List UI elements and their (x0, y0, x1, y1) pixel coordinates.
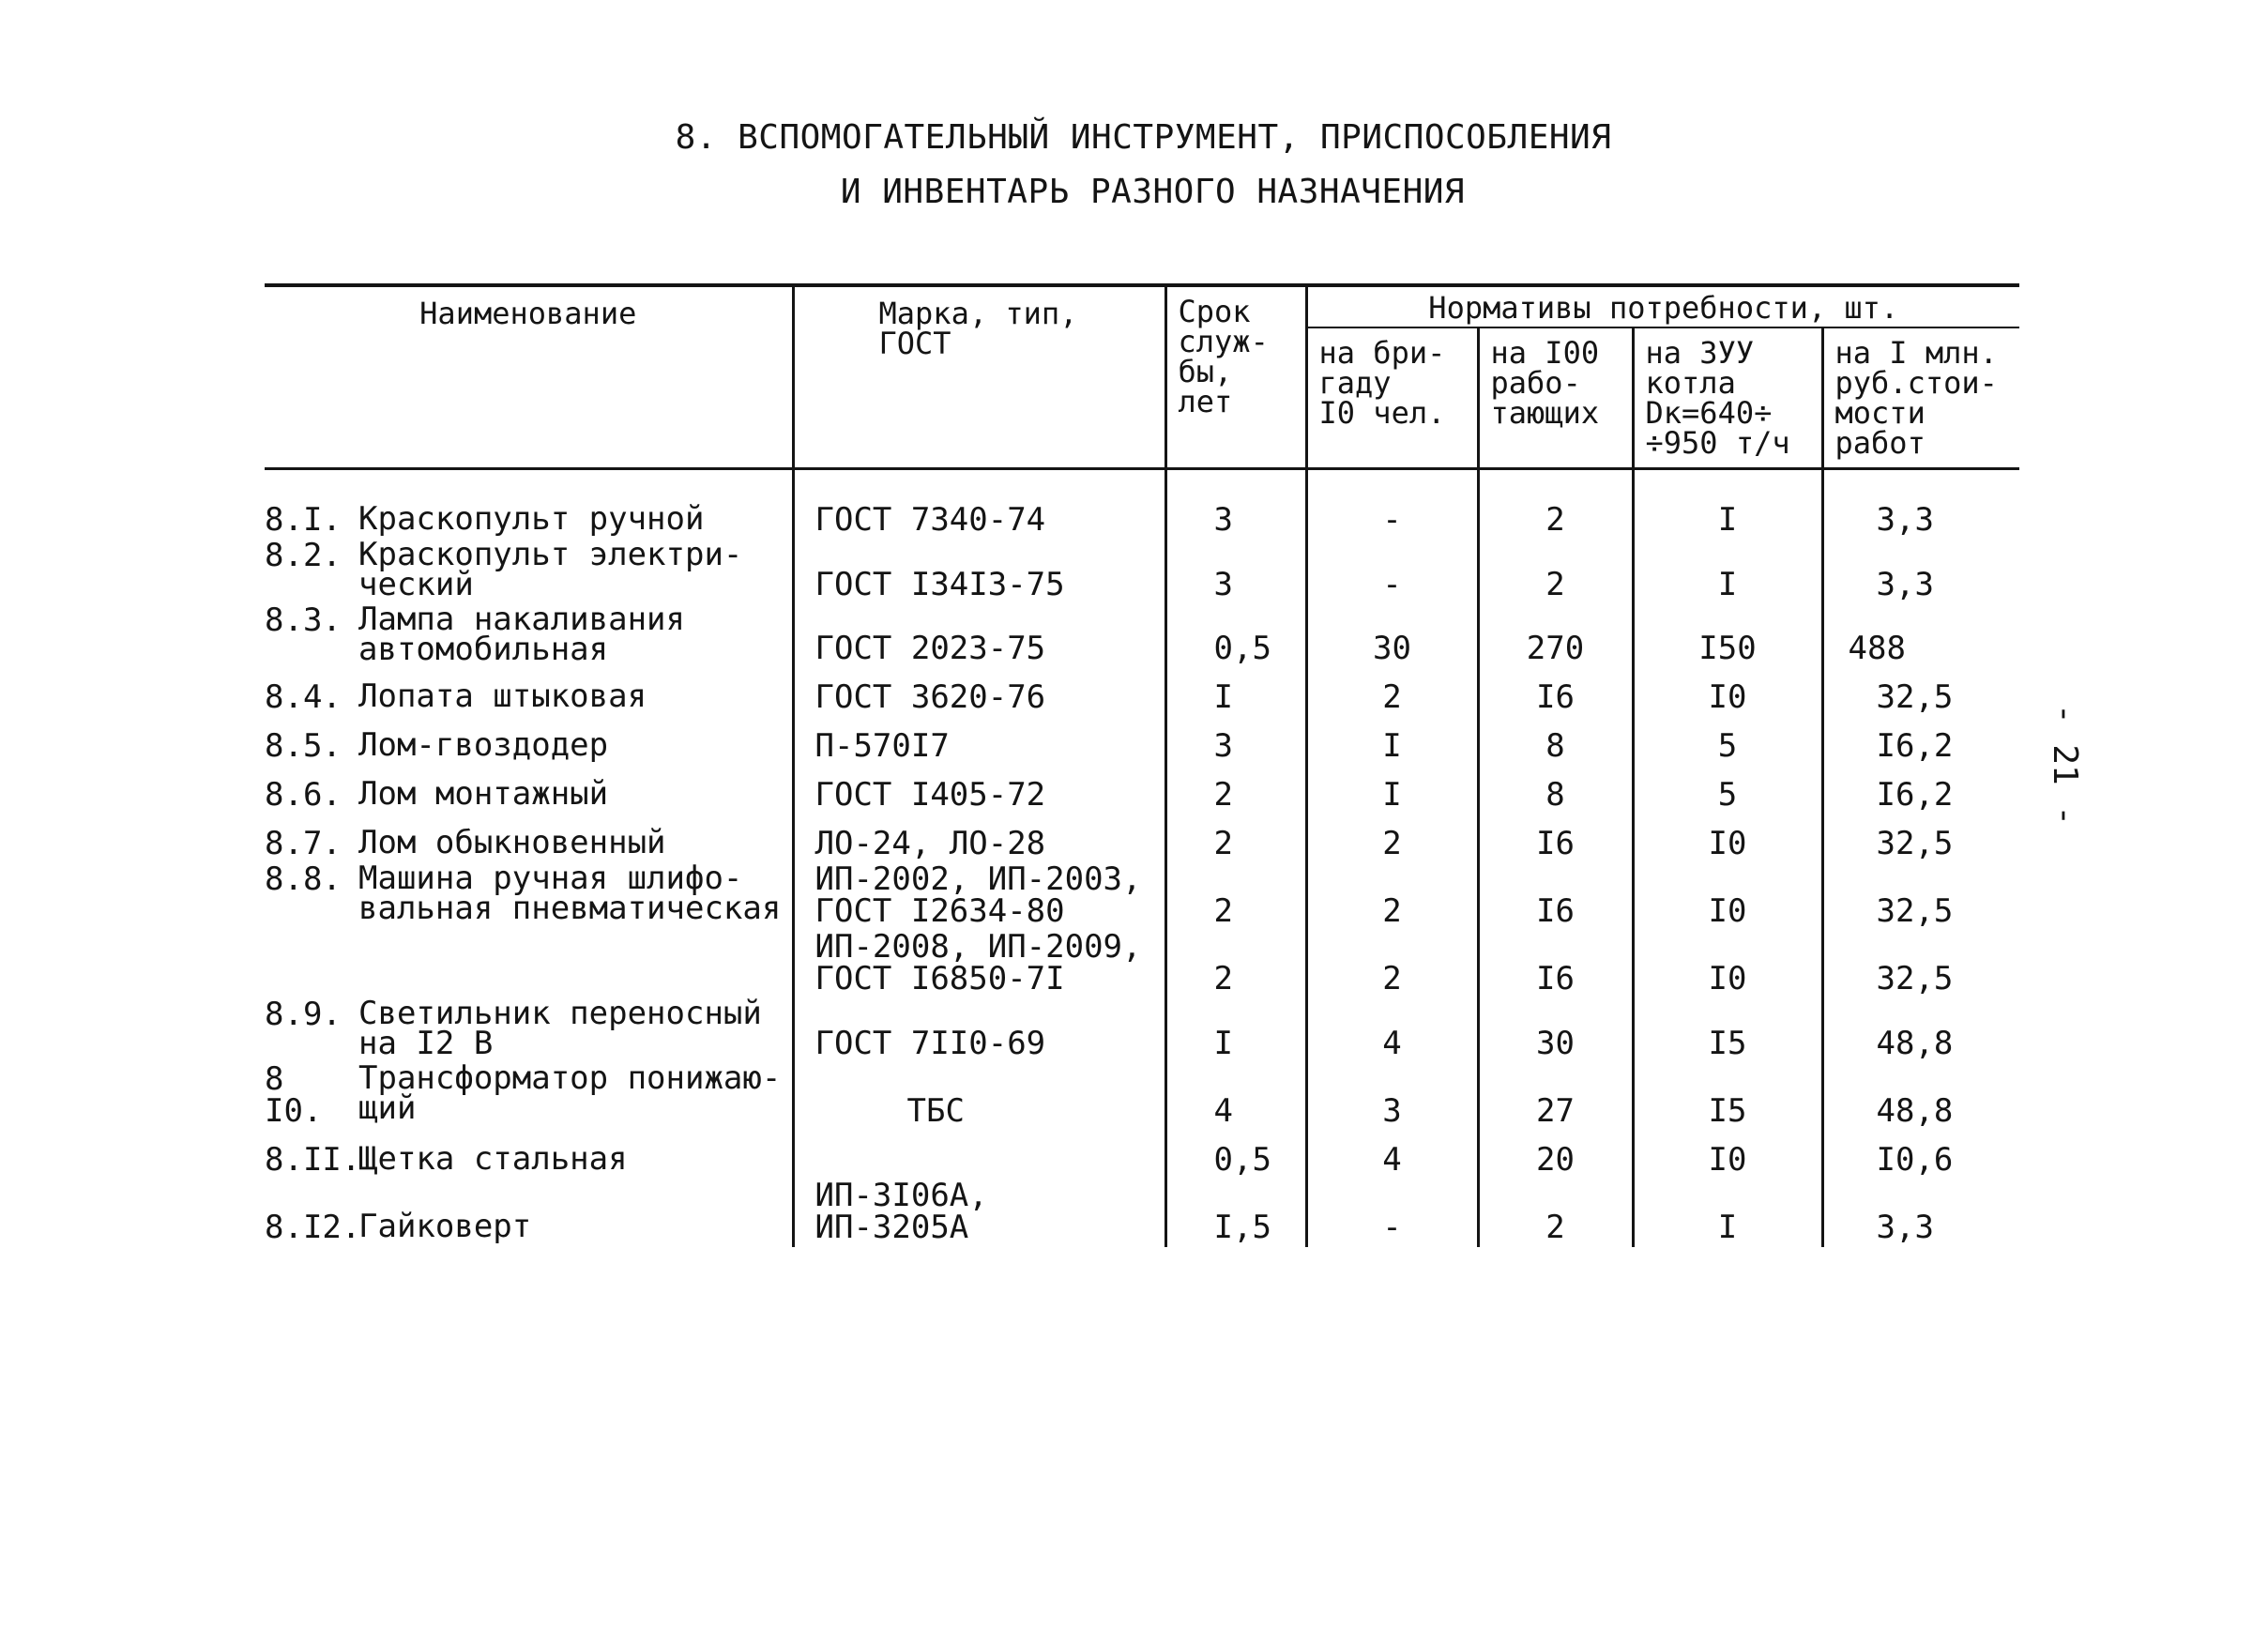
cell-per-100-workers: 2 (1478, 469, 1633, 540)
cell-life: I (1165, 998, 1306, 1063)
table-row (265, 540, 2019, 604)
header-per-million: на I млн. руб.стои- мости работ (1822, 327, 2019, 469)
cell-name: 8.II. Щетка стальная (265, 1139, 628, 1179)
cell-per-brigade: - (1306, 469, 1478, 540)
cell-mark: ИП-2008, ИП-2009, ГОСТ I6850-7I (793, 931, 1165, 998)
table-row (265, 604, 2019, 669)
cell-name: 8 I0. Трансформатор понижаю- щий (265, 1058, 782, 1130)
cell-per-boiler: I5 (1633, 1063, 1822, 1131)
cell-per-boiler: I0 (1633, 931, 1822, 998)
cell-per-million: 32,5 (1822, 814, 2019, 863)
cell-per-million: 3,3 (1822, 540, 2019, 604)
cell-per-boiler: I0 (1633, 814, 1822, 863)
cell-life: 0,5 (1165, 1131, 1306, 1180)
cell-per-100-workers: I6 (1478, 863, 1633, 931)
cell-per-100-workers: I6 (1478, 668, 1633, 717)
cell-per-boiler: I0 (1633, 863, 1822, 931)
cell-per-boiler: I (1633, 1180, 1822, 1247)
cell-per-boiler: I5 (1633, 998, 1822, 1063)
table-row (265, 717, 2019, 766)
cell-life: 0,5 (1165, 604, 1306, 669)
cell-per-100-workers: 2 (1478, 540, 1633, 604)
cell-per-brigade: 2 (1306, 863, 1478, 931)
cell-per-million: I0,6 (1822, 1131, 2019, 1180)
cell-name: 8.7. Лом обыкновенный (265, 824, 666, 863)
cell-name: 8.8. Машина ручная шлифо- вальная пневматическая (265, 860, 782, 928)
cell-mark: ГОСТ I405-72 (793, 766, 1165, 814)
cell-per-boiler: 5 (1633, 766, 1822, 814)
cell-per-brigade: I (1306, 766, 1478, 814)
cell-life: 3 (1165, 540, 1306, 604)
cell-per-million: 32,5 (1822, 863, 2019, 931)
cell-life: 2 (1165, 814, 1306, 863)
cell-mark: ЛО-24, ЛО-28 (793, 814, 1165, 863)
table-row (265, 668, 2019, 717)
cell-mark: ИП-2002, ИП-2003, ГОСТ I2634-80 (793, 863, 1165, 931)
header-name: Наименование (265, 285, 793, 469)
header-per-boiler: на ЗУУ котла Dк=640÷ ÷950 т/ч (1633, 327, 1822, 469)
cell-mark: ГОСТ I34I3-75 (793, 540, 1165, 604)
cell-name: 8.I2. Гайковерт (265, 1207, 532, 1246)
cell-name: 8.4. Лопата штыковая (265, 677, 647, 717)
cell-name: 8.6. Лом монтажный (265, 775, 609, 814)
cell-life: 2 (1165, 931, 1306, 998)
table-row (265, 1063, 2019, 1131)
cell-per-brigade: 3 (1306, 1063, 1478, 1131)
cell-per-million: I6,2 (1822, 766, 2019, 814)
cell-per-boiler: I0 (1633, 1131, 1822, 1180)
table-row (265, 1180, 2019, 1247)
cell-life: 2 (1165, 863, 1306, 931)
cell-per-brigade: - (1306, 540, 1478, 604)
cell-per-brigade: 2 (1306, 931, 1478, 998)
cell-mark: ГОСТ 2023-75 (793, 604, 1165, 669)
table-row (265, 766, 2019, 814)
cell-per-brigade: 30 (1306, 604, 1478, 669)
cell-per-million: 32,5 (1822, 668, 2019, 717)
cell-per-brigade: - (1306, 1180, 1478, 1247)
cell-per-brigade: 4 (1306, 1131, 1478, 1180)
cell-per-100-workers: 8 (1478, 717, 1633, 766)
cell-name: 8.2. Краскопульт электри- ческий (265, 536, 743, 604)
cell-life: 3 (1165, 717, 1306, 766)
cell-per-100-workers: 30 (1478, 998, 1633, 1063)
cell-per-boiler: I50 (1633, 604, 1822, 669)
cell-mark: ТБС (793, 1063, 1165, 1131)
cell-per-million: 48,8 (1822, 998, 2019, 1063)
cell-per-million: I6,2 (1822, 717, 2019, 766)
cell-per-100-workers: I6 (1478, 931, 1633, 998)
cell-per-boiler: I0 (1633, 668, 1822, 717)
cell-name: 8.I. Краскопульт ручной (265, 500, 705, 539)
page-number: - 21 - (2046, 704, 2084, 827)
title-line-2: И ИНВЕНТАРЬ РАЗНОГО НАЗНАЧЕНИЯ (840, 173, 1466, 211)
cell-per-boiler: 5 (1633, 717, 1822, 766)
cell-per-million: 3,3 (1822, 1180, 2019, 1247)
requirements-table (265, 283, 2019, 1247)
header-per-brigade: на бри- гаду I0 чел. (1306, 327, 1478, 469)
cell-name: 8.9. Светильник переносный на I2 В (265, 995, 762, 1063)
cell-mark (793, 1131, 1165, 1180)
cell-per-million: 3,3 (1822, 469, 2019, 540)
cell-per-boiler: I (1633, 469, 1822, 540)
cell-per-brigade: 2 (1306, 814, 1478, 863)
title-line-1: 8. ВСПОМОГАТЕЛЬНЫЙ ИНСТРУМЕНТ, ПРИСПОСОБЛЕНИЯ (675, 118, 1612, 157)
cell-mark: ГОСТ 7340-74 (793, 469, 1165, 540)
cell-per-brigade: I (1306, 717, 1478, 766)
header-per-100-workers: на I00 рабо- тающих (1478, 327, 1633, 469)
cell-per-million: 48,8 (1822, 1063, 2019, 1131)
cell-per-100-workers: 270 (1478, 604, 1633, 669)
table-row (265, 1131, 2019, 1180)
cell-per-million: 32,5 (1822, 931, 2019, 998)
table-row (265, 998, 2019, 1063)
cell-name: 8.3. Лампа накаливания автомобильная (265, 600, 685, 668)
table-row (265, 469, 2019, 540)
cell-per-100-workers: 8 (1478, 766, 1633, 814)
header-mark: Марка, тип, ГОСТ (793, 285, 1165, 469)
cell-per-100-workers: I6 (1478, 814, 1633, 863)
cell-mark: ИП-3I06А, ИП-3205А (793, 1180, 1165, 1247)
cell-per-brigade: 2 (1306, 668, 1478, 717)
cell-name: 8.5. Лом-гвоздодер (265, 726, 609, 766)
table-header (265, 285, 2019, 469)
cell-life: 3 (1165, 469, 1306, 540)
cell-mark: ГОСТ 7II0-69 (793, 998, 1165, 1063)
cell-life: 4 (1165, 1063, 1306, 1131)
table-row (265, 863, 2019, 931)
cell-name (265, 931, 793, 998)
table-row (265, 931, 2019, 998)
header-life: Срок служ- бы, лет (1165, 285, 1306, 469)
cell-per-100-workers: 20 (1478, 1131, 1633, 1180)
cell-per-boiler: I (1633, 540, 1822, 604)
cell-per-100-workers: 27 (1478, 1063, 1633, 1131)
cell-mark: П-570I7 (793, 717, 1165, 766)
header-norms-group: Нормативы потребности, шт. (1306, 285, 2019, 327)
cell-per-brigade: 4 (1306, 998, 1478, 1063)
cell-per-100-workers: 2 (1478, 1180, 1633, 1247)
document-title (0, 111, 2268, 220)
cell-life: I,5 (1165, 1180, 1306, 1247)
table-row (265, 814, 2019, 863)
cell-life: 2 (1165, 766, 1306, 814)
cell-life: I (1165, 668, 1306, 717)
cell-per-million: 488 (1822, 604, 2019, 669)
cell-mark: ГОСТ 3620-76 (793, 668, 1165, 717)
table-body (265, 469, 2019, 1247)
